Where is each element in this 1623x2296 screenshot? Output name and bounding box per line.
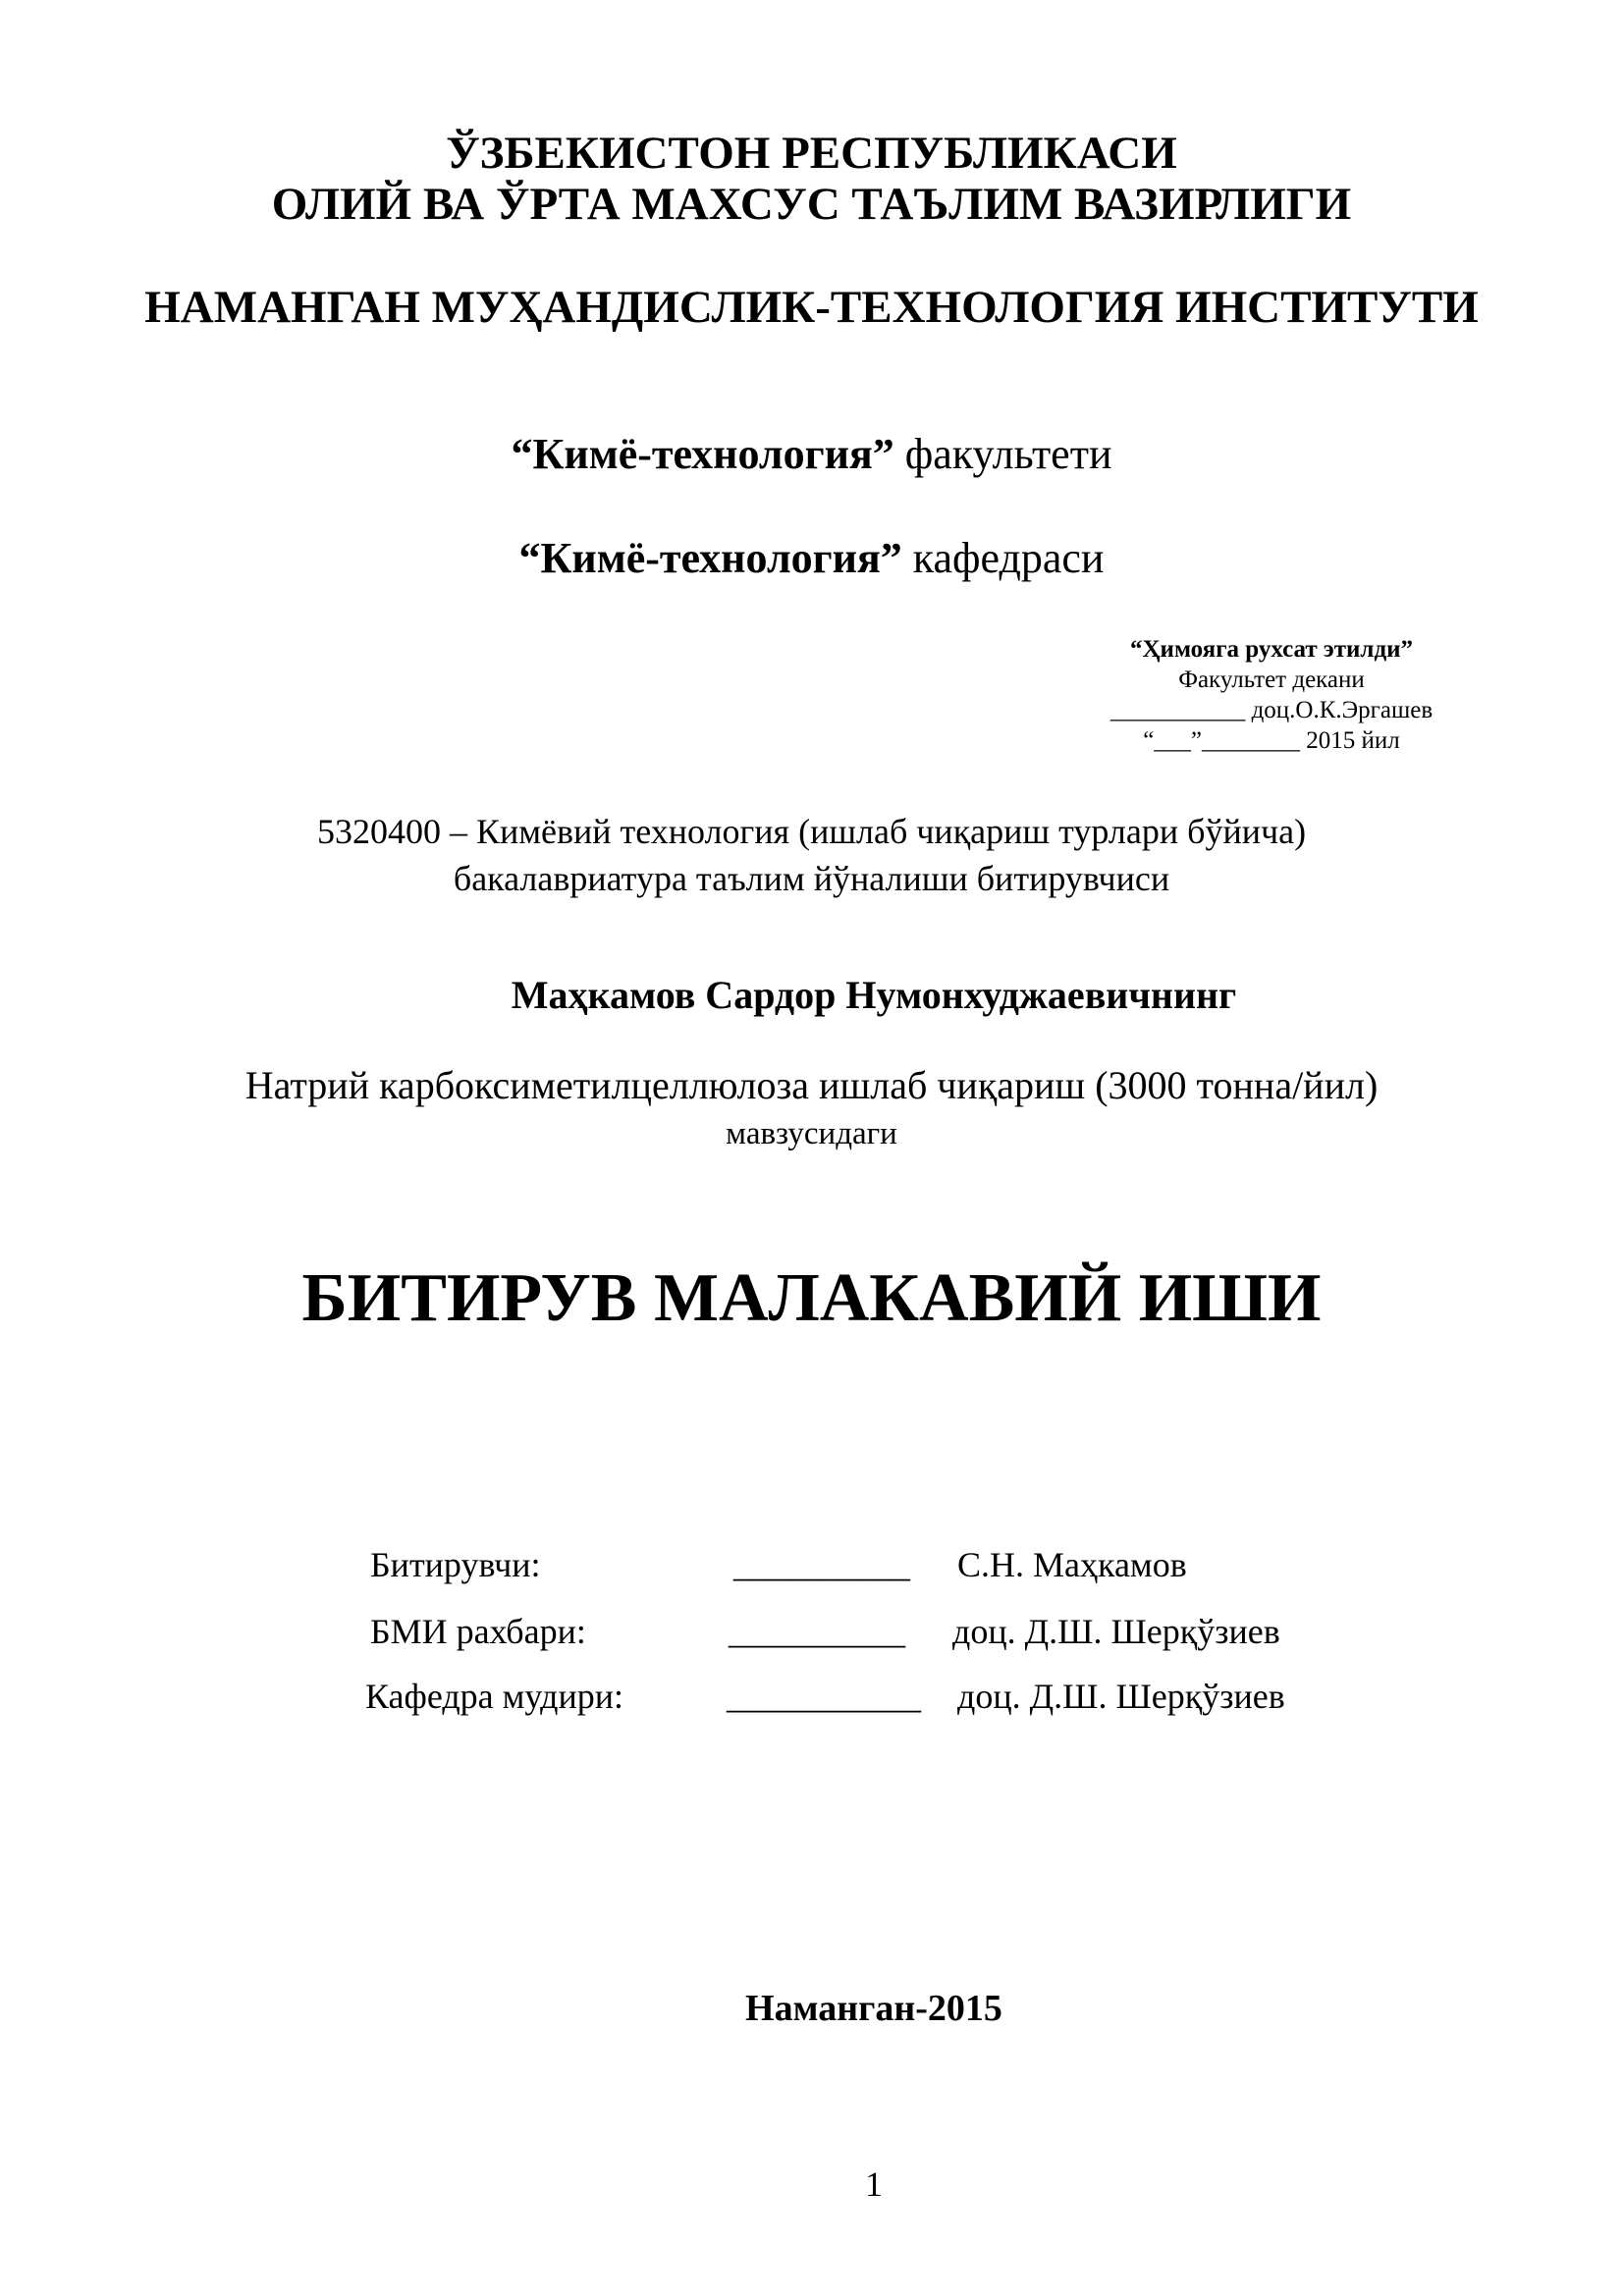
program-line-1: 5320400 – Кимёвий технология (ишлаб чиқариш турлари бўйича) [316,812,1307,851]
department-name: “Кимё-технология” [518,534,902,582]
topic-line-2: мавзусидаги [726,1116,897,1151]
signature-name: С.Н. Маҳкамов [957,1545,1187,1584]
program-line-2: бакалавриатура таълим йўналиши битирувчиси [453,859,1170,898]
signature-name-wrap [957,1675,1285,1718]
faculty-line [0,429,1623,480]
place-year: Наманган-2015 [745,1988,1002,2029]
work-title: БИТИРУВ МАЛАКАВИЙ ИШИ [301,1260,1322,1336]
header-ministry: ОЛИЙ ВА ЎРТА МАХСУС ТАЪЛИМ ВАЗИРЛИГИ [271,179,1352,230]
topic-line-1: Натрий карбоксиметилцеллюлоза ишлаб чиқариш (3000 тонна/йил) [244,1063,1379,1107]
signature-row-head [365,1675,623,1718]
signature-name-wrap [957,1543,1187,1586]
department-suffix: кафедраси [901,534,1105,582]
approval-signer: доц.О.К.Эргашев [1245,697,1434,723]
approval-signature-blank: ___________ [1109,697,1246,723]
signature-name: доц. Д.Ш. Шерқўзиев [952,1612,1280,1651]
header-country: ЎЗБЕКИСТОН РЕСПУБЛИКАСИ [446,128,1177,179]
signature-row-supervisor [370,1610,586,1653]
approval-role: Факультет декани [1178,667,1365,693]
signature-role: Кафедра мудири: [365,1677,624,1716]
approval-title: “Ҳимояга рухсат этилди” [1129,636,1413,663]
signature-role: БМИ рахбари: [370,1612,586,1651]
approval-block [1075,634,1468,756]
signature-blank-wrap [729,1610,905,1653]
signature-blank-wrap [733,1543,910,1586]
approval-signer-line [1075,695,1468,725]
signature-blank: ___________ [727,1677,921,1716]
department-line [0,533,1623,584]
faculty-name: “Кимё-технология” [511,430,894,478]
signature-blank-wrap [727,1675,921,1718]
signature-row-graduate [370,1543,540,1586]
page-number: 1 [865,2164,883,2204]
signature-role: Битирувчи: [370,1545,541,1584]
approval-date: “___”________ 2015 йил [1143,727,1400,754]
student-name: Маҳкамов Сардор Нумонхуджаевичнинг [511,973,1237,1017]
faculty-suffix: факультети [893,430,1112,478]
header-institute: НАМАНГАН МУҲАНДИСЛИК-ТЕХНОЛОГИЯ ИНСТИТУТИ [144,282,1479,333]
signature-name: доц. Д.Ш. Шерқўзиев [957,1677,1285,1716]
signature-blank: __________ [729,1612,905,1651]
signature-blank: __________ [733,1545,910,1584]
signature-name-wrap [952,1610,1280,1653]
